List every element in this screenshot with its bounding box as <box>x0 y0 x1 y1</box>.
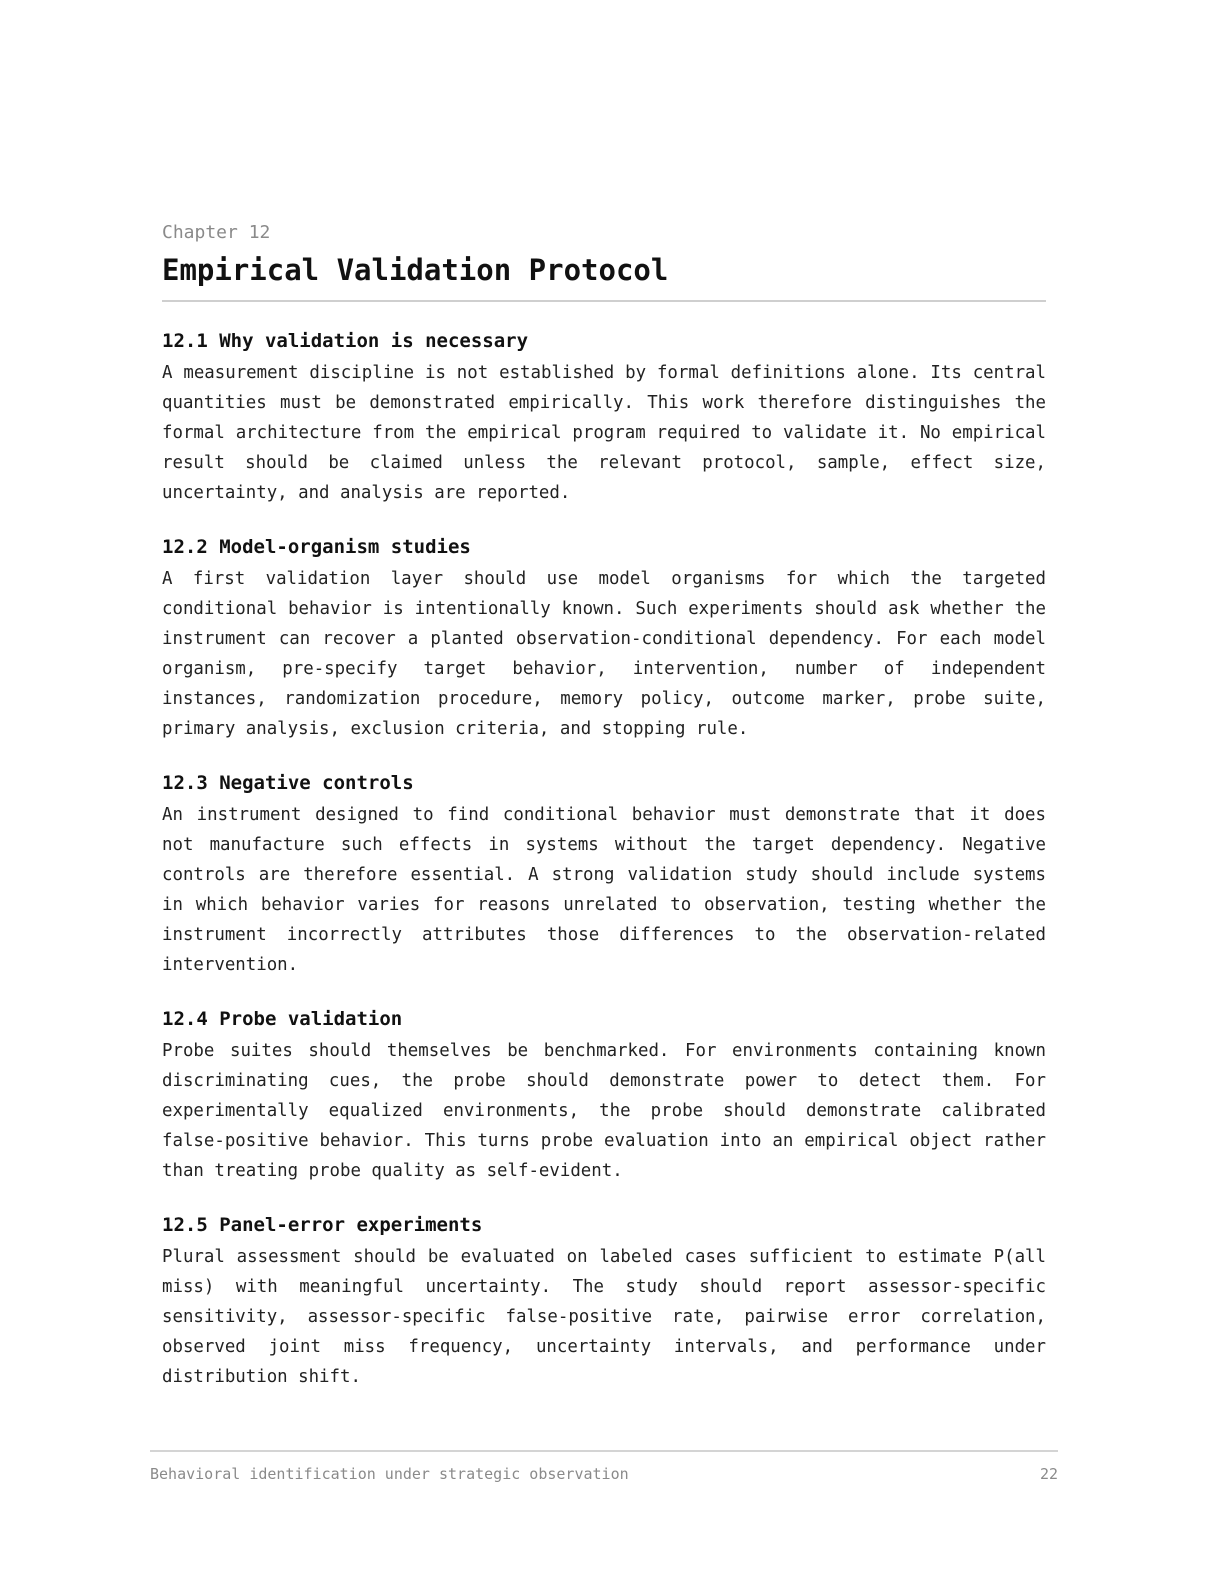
section-body: A measurement discipline is not established by formal definitions alone. Its central quantities must be demonstrated empirically. This work therefore distinguishes the formal architecture from the empirical program required to validate it. No empirical result should be claimed unless the relevant protocol, sample, effect size, uncertainty, and analysis are reported. <box>162 363 1046 503</box>
page-number: 22 <box>1039 1465 1058 1483</box>
section-12-1 <box>162 326 1046 508</box>
page-footer <box>150 1450 1058 1484</box>
page-content <box>162 220 1046 1392</box>
section-heading: 12.2 Model-organism studies <box>162 536 471 558</box>
section-body: Plural assessment should be evaluated on labeled cases sufficient to estimate P(all miss) with meaningful uncertainty. The study should report assessor-specific sensitivity, assessor-specific false-positive rate, pairwise error correlation, observed joint miss frequency, uncertainty intervals, and performance under distribution shift. <box>162 1247 1046 1387</box>
section-12-3 <box>162 768 1046 980</box>
section-heading: 12.5 Panel-error experiments <box>162 1214 483 1236</box>
chapter-title: Empirical Validation Protocol <box>162 250 1046 302</box>
section-12-4 <box>162 1004 1046 1186</box>
running-title: Behavioral identification under strategic observation <box>150 1465 629 1483</box>
chapter-label: Chapter 12 <box>162 222 271 243</box>
section-12-5 <box>162 1210 1046 1392</box>
section-heading: 12.1 Why validation is necessary <box>162 330 529 352</box>
section-body: Probe suites should themselves be benchmarked. For environments containing known discriminating cues, the probe should demonstrate power to detect them. For experimentally equalized environments, the probe should demonstrate calibrated false-positive behavior. This turns probe evaluation into an empirical object rather than treating probe quality as self-evident. <box>162 1041 1046 1181</box>
section-heading: 12.3 Negative controls <box>162 772 414 794</box>
section-heading: 12.4 Probe validation <box>162 1008 403 1030</box>
section-body: A first validation layer should use model organisms for which the targeted conditional behavior is intentionally known. Such experiments should ask whether the instrument can recover a planted observation-conditional dependency. For each model organism, pre-specify target behavior, intervention, number of independent instances, randomization procedure, memory policy, outcome marker, probe suite, primary analysis, exclusion criteria, and stopping rule. <box>162 569 1046 739</box>
section-12-2 <box>162 532 1046 744</box>
section-body: An instrument designed to find conditional behavior must demonstrate that it does not manufacture such effects in systems without the target dependency. Negative controls are therefore essential. A strong validation study should include systems in which behavior varies for reasons unrelated to observation, testing whether the instrument incorrectly attributes those differences to the observation-related intervention. <box>162 805 1046 975</box>
